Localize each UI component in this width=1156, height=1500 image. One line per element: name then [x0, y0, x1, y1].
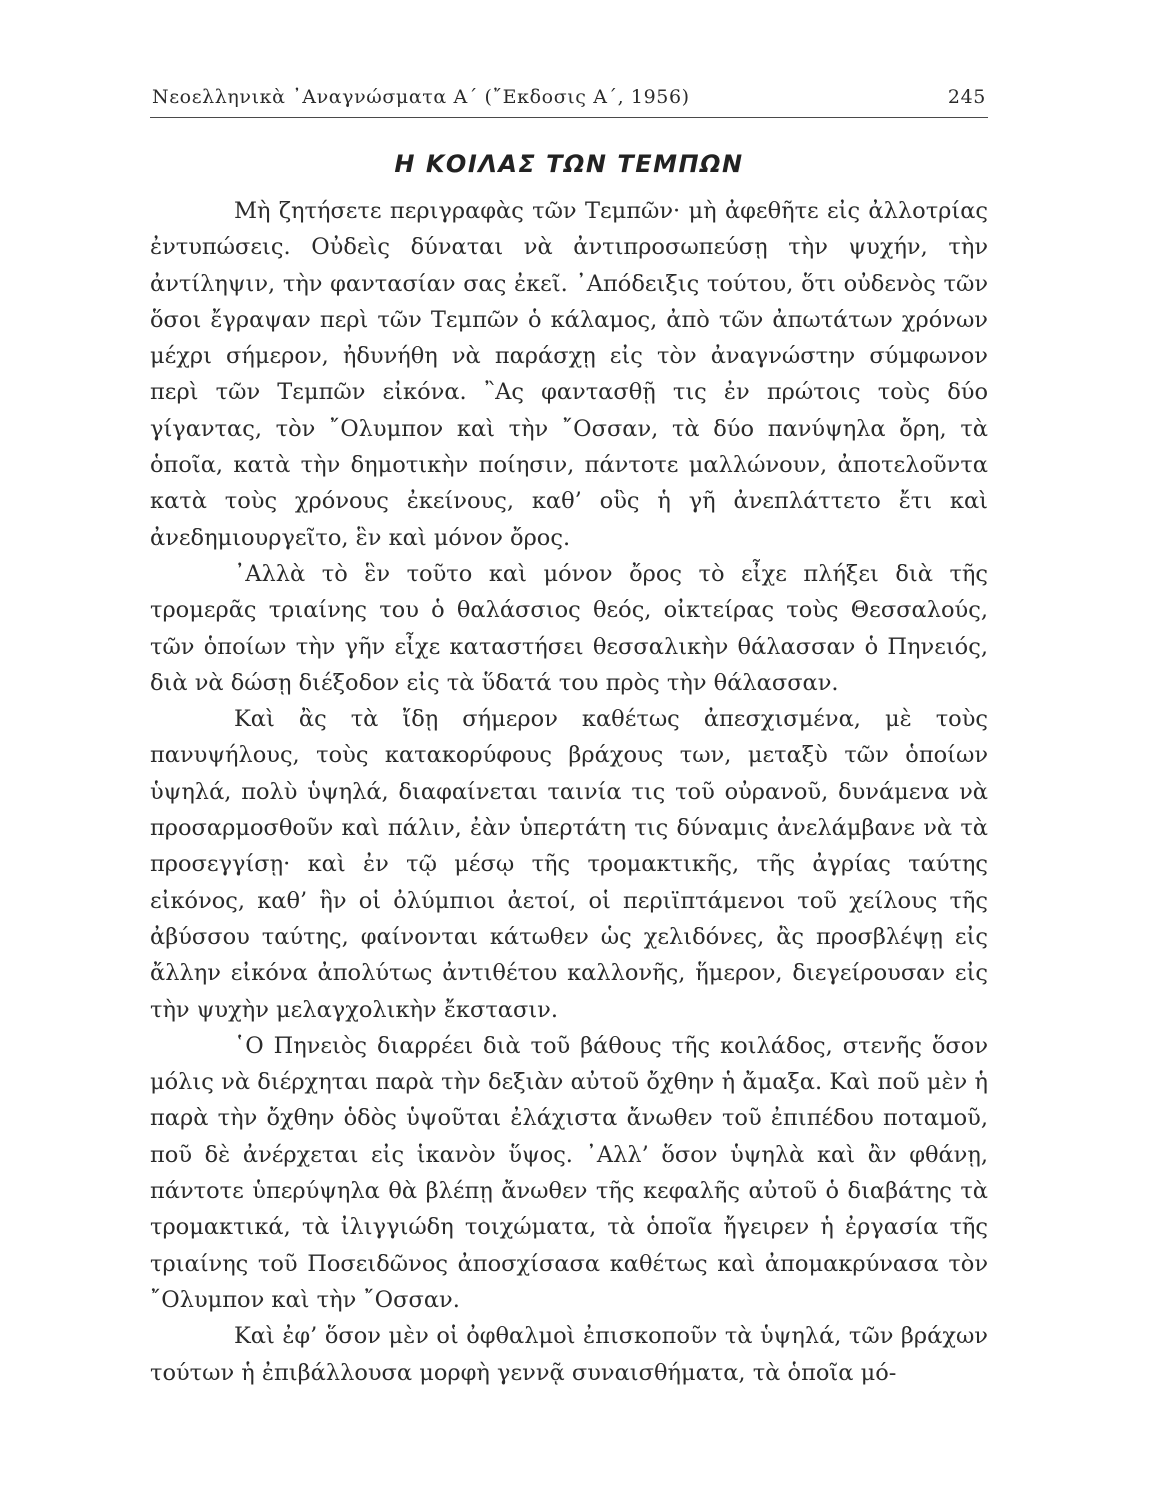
paragraph-2: ᾿Αλλὰ τὸ ἓν τοῦτο καὶ μόνον ὄρος τὸ εἶχε πλήξει διὰ τῆς τρομερᾶς τριαίνης του ὁ θαλάσσιος θεός, οἰκτείρας τοὺς Θεσσαλούς, τῶν ὁποίων τὴν γῆν εἶχε καταστήσει θεσσαλικὴν θάλασσαν ὁ Πηνειός, διὰ νὰ δώσῃ διέξοδον εἰς τὰ ὕδατά του πρὸς τὴν θάλασσαν.	[150, 560, 988, 696]
page-number: 245	[947, 86, 986, 108]
book-page	[150, 0, 988, 1500]
article-body	[150, 193, 988, 1391]
paragraph-1: Μὴ ζητήσετε περιγραφὰς τῶν Τεμπῶν· μὴ ἀφεθῆτε εἰς ἀλλοτρίας ἐντυπώσεις. Οὐδεὶς δύναται νὰ ἀντιπροσωπεύσῃ τὴν ψυχήν, τὴν ἀντίληψιν, τὴν φαντασίαν σας ἐκεῖ. ᾿Απόδειξις τούτου, ὅτι οὐδενὸς τῶν ὅσοι ἔγραψαν περὶ τῶν Τεμπῶν ὁ κάλαμος, ἀπὸ τῶν ἀπωτάτων χρόνων μέχρι σήμερον, ἠδυνήθη νὰ παράσχῃ εἰς τὸν ἀναγνώστην σύμφωνον περὶ τῶν Τεμπῶν εἰκόνα. ῍Ας φαντασθῇ τις ἐν πρώτοις τοὺς δύο γίγαντας, τὸν ῎Ολυμπον καὶ τὴν ῎Οσσαν, τὰ δύο πανύψηλα ὄρη, τὰ ὁποῖα, κατὰ τὴν δημοτικὴν ποίησιν, πάντοτε μαλλώνουν, ἀποτελοῦντα κατὰ τοὺς χρόνους ἐκείνους, καθ’ οὓς ἡ γῆ ἀνεπλάττετο ἔτι καὶ ἀνεδημιουργεῖτο, ἓν καὶ μόνον ὄρος.	[150, 198, 988, 551]
article-title: Η ΚΟΙΛΑΣ ΤΩΝ ΤΕΜΠΩΝ	[394, 150, 744, 178]
header-rule	[150, 117, 988, 118]
running-head	[150, 86, 988, 116]
running-head-title: Νεοελληνικὰ ᾿Αναγνώσματα Α΄ (῎Εκδοσις Α΄, 1956)	[152, 86, 690, 108]
paragraph-4: ῾Ο Πηνειὸς διαρρέει διὰ τοῦ βάθους τῆς κοιλάδος, στενῆς ὅσον μόλις νὰ διέρχηται παρὰ τὴν δεξιὰν αὐτοῦ ὄχθην ἡ ἄμαξα. Καὶ ποῦ μὲν ἡ παρὰ τὴν ὄχθην ὁδὸς ὑψοῦται ἐλάχιστα ἄνωθεν τοῦ ἐπιπέδου ποταμοῦ, ποῦ δὲ ἀνέρχεται εἰς ἱκανὸν ὕψος. ᾿Αλλ’ ὅσον ὑψηλὰ καὶ ἂν φθάνῃ, πάντοτε ὑπερύψηλα θὰ βλέπῃ ἄνωθεν τῆς κεφαλῆς αὐτοῦ ὁ διαβάτης τὰ τρομακτικά, τὰ ἰλιγγιώδη τοιχώματα, τὰ ὁποῖα ἤγειρεν ἡ ἐργασία τῆς τριαίνης τοῦ Ποσειδῶνος ἀποσχίσασα καθέτως καὶ ἀπομακρύνασα τὸν ῎Ολυμπον καὶ τὴν ῎Οσσαν.	[150, 1032, 988, 1313]
paragraph-3: Καὶ ἂς τὰ ἴδῃ σήμερον καθέτως ἀπεσχισμένα, μὲ τοὺς πανυψήλους, τοὺς κατακορύφους βράχους των, μεταξὺ τῶν ὁποίων ὑψηλά, πολὺ ὑψηλά, διαφαίνεται ταινία τις τοῦ οὐρανοῦ, δυνάμενα νὰ προσαρμοσθοῦν καὶ πάλιν, ἐὰν ὑπερτάτη τις δύναμις ἀνελάμβανε νὰ τὰ προσεγγίσῃ· καὶ ἐν τῷ μέσῳ τῆς τρομακτικῆς, τῆς ἀγρίας ταύτης εἰκόνος, καθ’ ἣν οἱ ὀλύμπιοι ἀετοί, οἱ περιϊπτάμενοι τοῦ χείλους τῆς ἀβύσσου ταύτης, φαίνονται κάτωθεν ὡς χελιδόνες, ἂς προσβλέψῃ εἰς ἄλλην εἰκόνα ἀπολύτως ἀντιθέτου καλλονῆς, ἥμερον, διεγείρουσαν εἰς τὴν ψυχὴν μελαγχολικὴν ἔκστασιν.	[150, 706, 988, 1023]
paragraph-5: Καὶ ἐφ’ ὅσον μὲν οἱ ὀφθαλμοὶ ἐπισκοποῦν τὰ ὑψηλά, τῶν βράχων τούτων ἡ ἐπιβάλλουσα μορφὴ γεννᾷ συναισθήματα, τὰ ὁποῖα μό-	[150, 1323, 988, 1386]
